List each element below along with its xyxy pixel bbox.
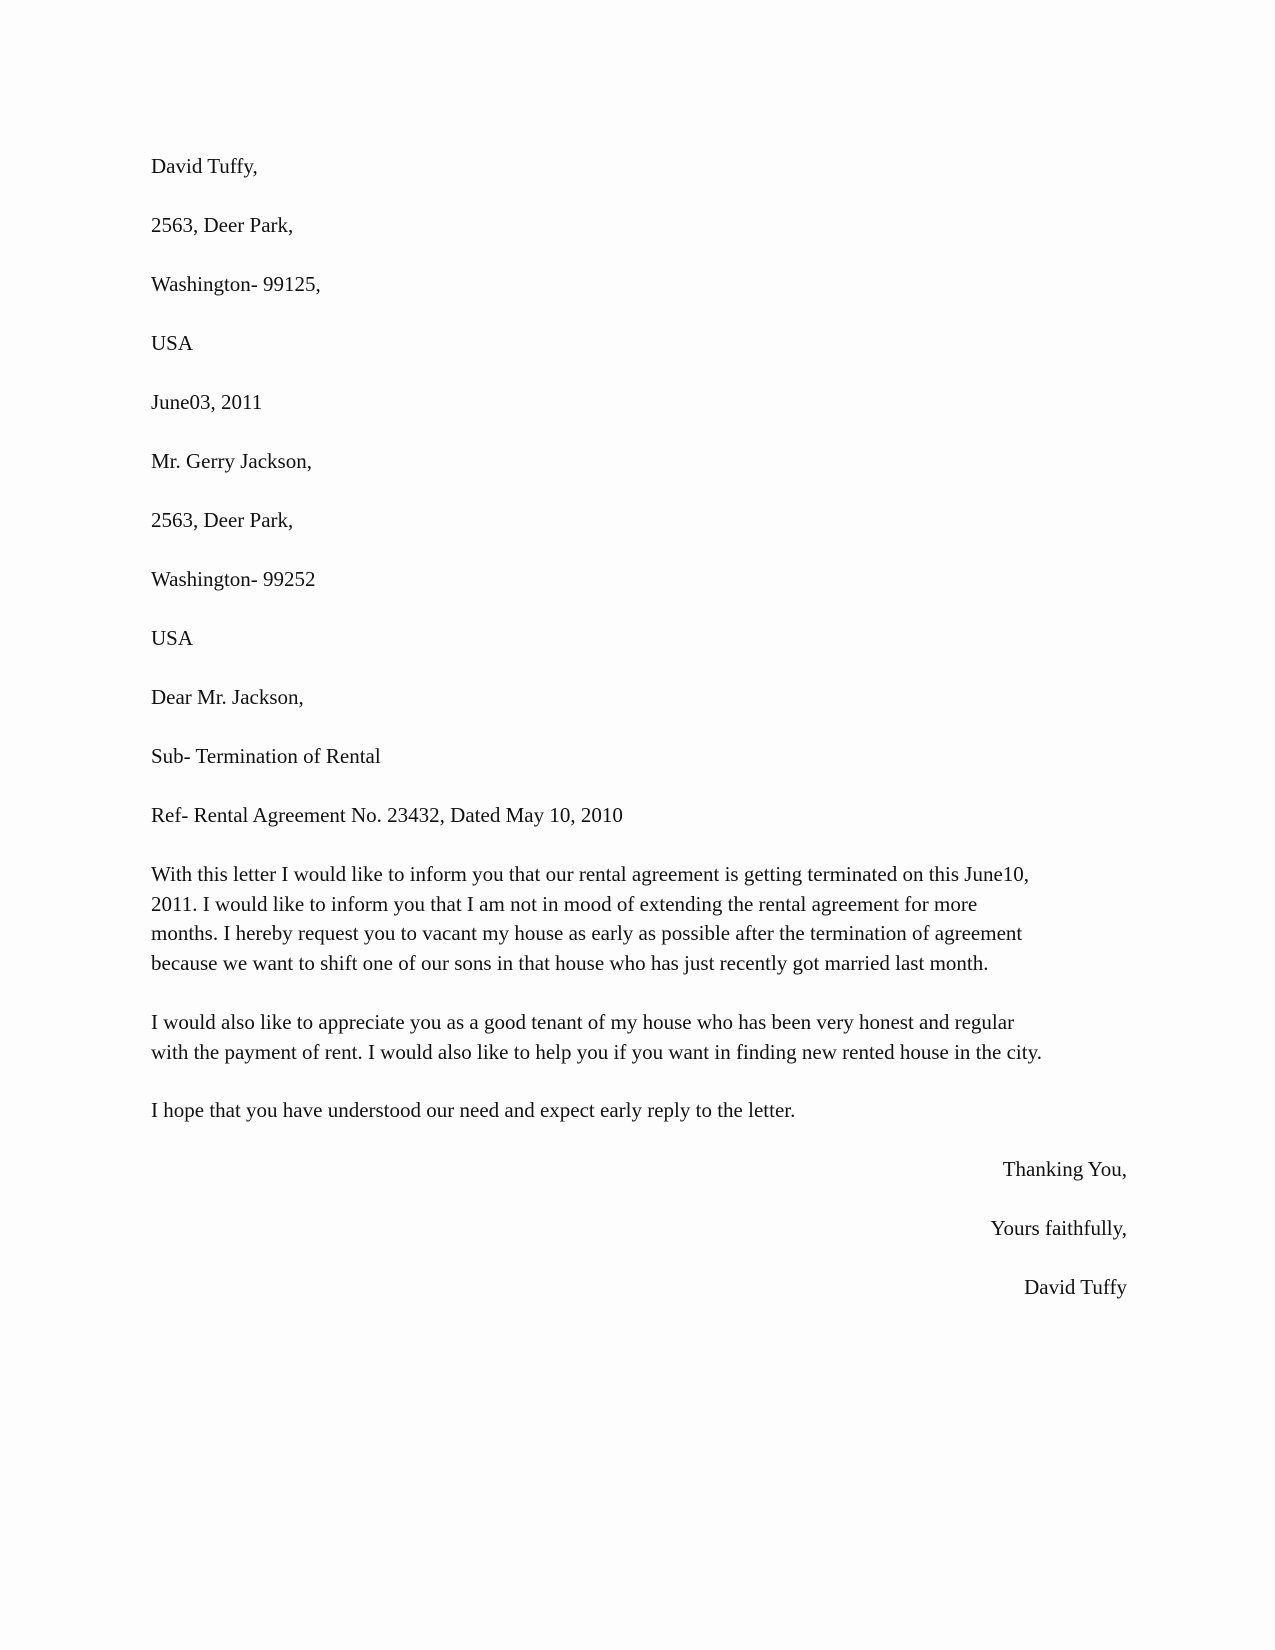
paragraph-line: because we want to shift one of our sons in that house who has just recently got married last month. bbox=[151, 951, 989, 976]
body-paragraph-3 bbox=[151, 1096, 1127, 1126]
paragraph-line: I would also like to appreciate you as a good tenant of my house who has been very honest and regular bbox=[151, 1009, 1015, 1034]
subject-line: Sub- Termination of Rental bbox=[151, 744, 381, 768]
sender-street: 2563, Deer Park, bbox=[151, 213, 294, 237]
sender-country: USA bbox=[151, 331, 194, 355]
closing-block bbox=[151, 1155, 1127, 1332]
recipient-country: USA bbox=[151, 626, 194, 650]
closing-thanks: Thanking You, bbox=[1002, 1156, 1127, 1181]
paragraph-line: I hope that you have understood our need and expect early reply to the letter. bbox=[151, 1098, 796, 1123]
body-paragraph-2 bbox=[151, 1008, 1127, 1067]
recipient-address bbox=[151, 447, 1127, 683]
paragraph-line: with the payment of rent. I would also like to help you if you want in finding new rented house in the city. bbox=[151, 1039, 1042, 1064]
letter-body bbox=[151, 152, 1127, 1332]
sender-city: Washington- 99125, bbox=[151, 272, 321, 296]
salutation: Dear Mr. Jackson, bbox=[151, 685, 304, 709]
recipient-name: Mr. Gerry Jackson, bbox=[151, 449, 312, 473]
body-paragraph-1 bbox=[151, 860, 1127, 979]
recipient-street: 2563, Deer Park, bbox=[151, 508, 294, 532]
paragraph-line: months. I hereby request you to vacant my house as early as possible after the termination of agreement bbox=[151, 921, 1023, 946]
sender-address bbox=[151, 152, 1127, 388]
reference-line: Ref- Rental Agreement No. 23432, Dated May 10, 2010 bbox=[151, 803, 623, 827]
letter-date: June03, 2011 bbox=[151, 390, 263, 414]
closing-signoff: Yours faithfully, bbox=[990, 1215, 1127, 1240]
signature-name: David Tuffy bbox=[1024, 1274, 1127, 1299]
sender-name: David Tuffy, bbox=[151, 154, 258, 178]
recipient-city: Washington- 99252 bbox=[151, 567, 316, 591]
paragraph-line: 2011. I would like to inform you that I am not in mood of extending the rental agreement for more bbox=[151, 891, 978, 916]
paragraph-line: With this letter I would like to inform you that our rental agreement is getting terminated on this June10, bbox=[151, 862, 1030, 886]
